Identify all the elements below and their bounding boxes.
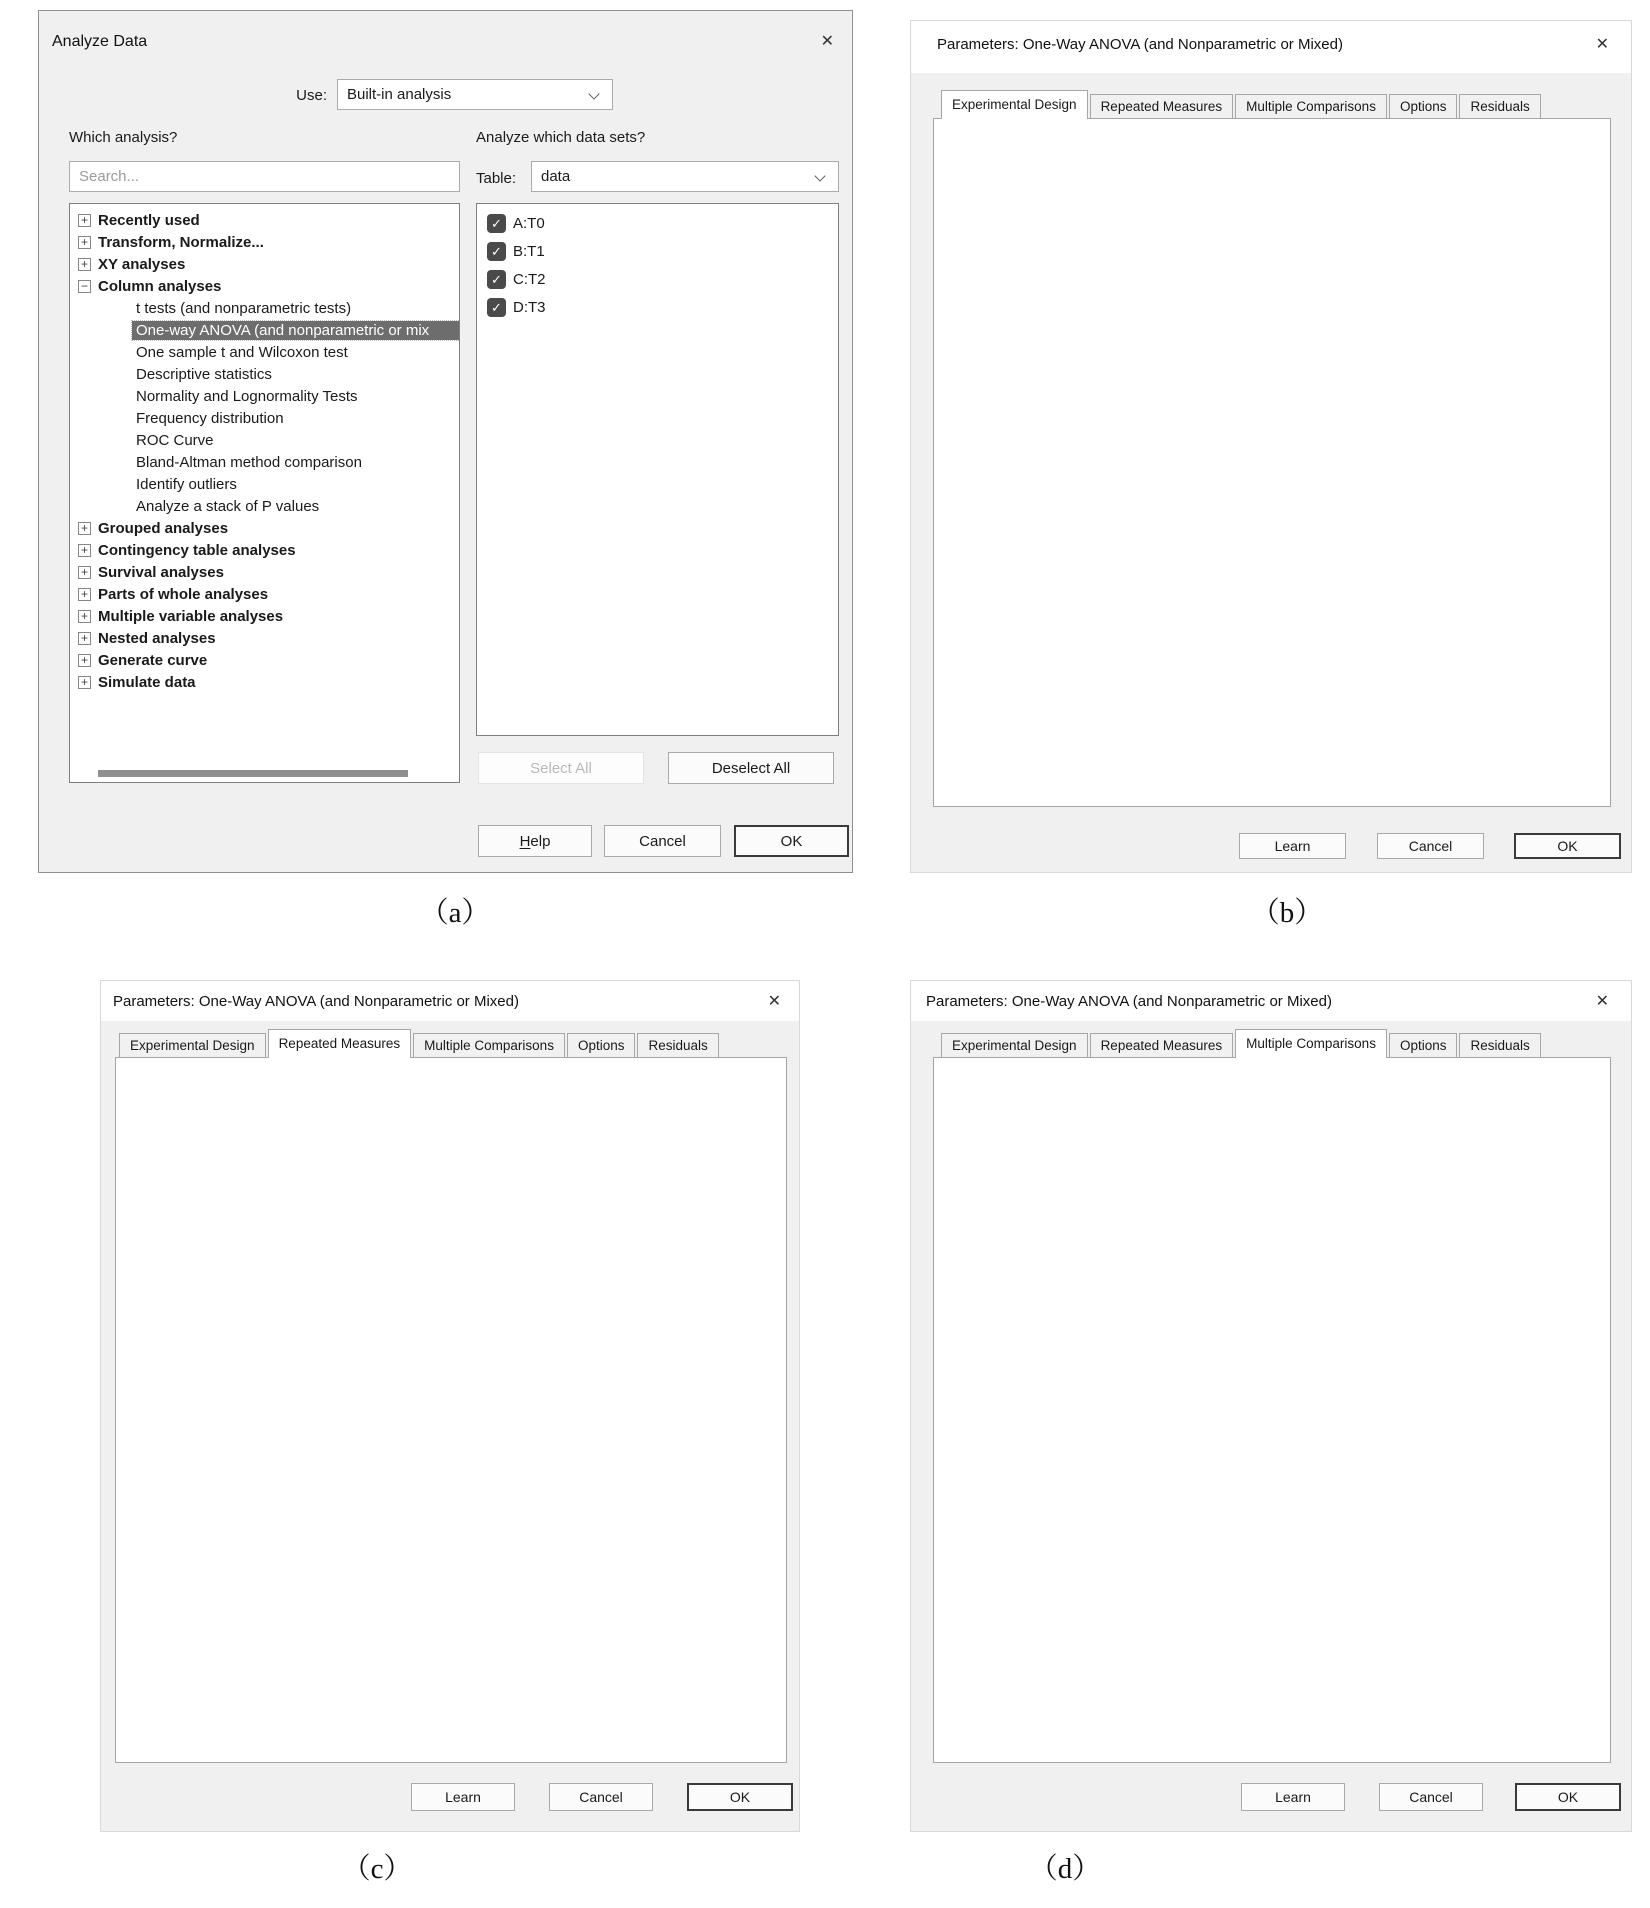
tab-repeated-measures[interactable]: Repeated Measures — [1090, 94, 1234, 119]
tree-item-selected[interactable] — [132, 321, 460, 340]
dataset-list — [476, 203, 839, 736]
tree-item[interactable] — [136, 388, 357, 405]
horizontal-scrollbar[interactable] — [98, 770, 408, 777]
tree-label: Generate curve — [98, 652, 208, 669]
tree-label: One sample t and Wilcoxon test — [136, 344, 348, 361]
ok-button[interactable]: OK — [1514, 833, 1621, 859]
tab-experimental-design[interactable]: Experimental Design — [119, 1033, 266, 1058]
use-dropdown[interactable] — [337, 79, 613, 110]
tree-group[interactable] — [78, 542, 296, 559]
tree-label: Contingency table analyses — [98, 542, 296, 559]
tab-page — [933, 118, 1611, 807]
learn-button[interactable]: Learn — [1241, 1783, 1345, 1811]
ok-button[interactable]: OK — [734, 825, 849, 857]
deselect-all-button[interactable]: Deselect All — [668, 752, 834, 784]
tab-strip — [941, 90, 1543, 119]
learn-button[interactable]: Learn — [411, 1783, 515, 1811]
tree-item[interactable] — [136, 300, 351, 317]
help-button[interactable]: H elp — [478, 825, 592, 857]
tree-item[interactable] — [136, 344, 348, 361]
tree-item[interactable] — [136, 410, 284, 427]
tree-group[interactable] — [78, 234, 264, 251]
tree-group[interactable] — [78, 652, 207, 669]
dialog-title: Parameters: One-Way ANOVA (and Nonparametric or Mixed) — [113, 993, 519, 1010]
tree-item[interactable] — [136, 432, 214, 449]
expand-icon[interactable]: + — [78, 676, 91, 689]
tree-group[interactable] — [78, 586, 268, 603]
search-input[interactable] — [69, 161, 460, 192]
ok-button[interactable]: OK — [1515, 1783, 1621, 1811]
dataset-label: D:T3 — [513, 299, 546, 316]
figure-caption-b: （b） — [1250, 897, 1324, 929]
tab-multiple-comparisons[interactable]: Multiple Comparisons — [1235, 94, 1387, 119]
tab-repeated-measures[interactable]: Repeated Measures — [268, 1029, 412, 1058]
dataset-item[interactable] — [487, 214, 545, 233]
tree-label: t tests (and nonparametric tests) — [136, 300, 352, 317]
dataset-label: C:T2 — [513, 271, 546, 288]
tab-multiple-comparisons[interactable]: Multiple Comparisons — [1235, 1029, 1387, 1058]
dataset-item[interactable] — [487, 298, 546, 317]
which-analysis-label: Which analysis? — [69, 129, 178, 146]
expand-icon[interactable]: + — [78, 654, 91, 667]
dialog-title: Parameters: One-Way ANOVA (and Nonparametric or Mixed) — [937, 36, 1343, 53]
checked-checkbox-icon[interactable]: ✓ — [487, 298, 506, 317]
checked-checkbox-icon[interactable]: ✓ — [487, 214, 506, 233]
tab-strip — [119, 1029, 721, 1058]
table-label: Table: — [476, 170, 517, 187]
tree-label: Normality and Lognormality Tests — [136, 388, 358, 405]
parameters-dialog-multiple-comparisons — [910, 980, 1632, 1832]
table-dropdown[interactable] — [531, 161, 839, 192]
analyze-data-dialog — [38, 10, 853, 873]
tree-item[interactable] — [136, 366, 272, 383]
tree-item[interactable] — [136, 454, 362, 471]
tree-group[interactable] — [78, 278, 221, 295]
cancel-button[interactable]: Cancel — [1379, 1783, 1483, 1811]
cancel-button[interactable]: Cancel — [549, 1783, 653, 1811]
select-all-button[interactable]: Select All — [478, 752, 644, 784]
tree-label: Analyze a stack of P values — [136, 498, 320, 515]
tab-experimental-design[interactable]: Experimental Design — [941, 1033, 1088, 1058]
tree-label: Survival analyses — [98, 564, 224, 581]
dataset-label: B:T1 — [513, 243, 545, 260]
checked-checkbox-icon[interactable]: ✓ — [487, 270, 506, 289]
expand-icon[interactable]: + — [78, 632, 91, 645]
tree-group[interactable] — [78, 630, 216, 647]
ok-button[interactable]: OK — [687, 1783, 793, 1811]
tree-label: ROC Curve — [136, 432, 214, 449]
expand-icon[interactable]: + — [78, 566, 91, 579]
expand-icon[interactable]: + — [78, 544, 91, 557]
expand-icon[interactable]: − — [78, 280, 91, 293]
tree-label: Grouped analyses — [98, 520, 229, 537]
expand-icon[interactable]: + — [78, 610, 91, 623]
tab-page — [933, 1057, 1611, 1763]
tree-label: Column analyses — [98, 278, 222, 295]
close-icon[interactable]: ✕ — [1595, 36, 1609, 53]
use-dropdown-value: Built-in analysis — [347, 86, 452, 103]
tab-multiple-comparisons[interactable]: Multiple Comparisons — [413, 1033, 565, 1058]
tree-label: Nested analyses — [98, 630, 216, 647]
parameters-dialog-repeated-measures — [100, 980, 800, 1832]
expand-icon[interactable]: + — [78, 214, 91, 227]
checked-checkbox-icon[interactable]: ✓ — [487, 242, 506, 261]
analyze-which-label: Analyze which data sets? — [476, 129, 646, 146]
tree-group[interactable] — [78, 212, 200, 229]
close-icon[interactable]: ✕ — [820, 33, 834, 50]
dataset-item[interactable] — [487, 242, 545, 261]
tree-label: Multiple variable analyses — [98, 608, 284, 625]
tree-item[interactable] — [136, 498, 319, 515]
learn-button[interactable]: Learn — [1239, 833, 1346, 859]
figure-caption-c: （c） — [341, 1853, 413, 1885]
expand-icon[interactable]: + — [78, 258, 91, 271]
tab-options[interactable]: Options — [1389, 94, 1458, 119]
tree-group[interactable] — [78, 608, 283, 625]
tab-repeated-measures[interactable]: Repeated Measures — [1090, 1033, 1234, 1058]
tree-label: One-way ANOVA (and nonparametric or mix — [136, 322, 430, 339]
tree-label: Transform, Normalize... — [98, 234, 264, 251]
tree-label: Parts of whole analyses — [98, 586, 269, 603]
tree-group[interactable] — [78, 520, 228, 537]
tree-group[interactable] — [78, 674, 196, 691]
use-label: Use: — [296, 87, 327, 104]
dataset-label: A:T0 — [513, 215, 545, 232]
tab-strip — [941, 1029, 1543, 1058]
dataset-item[interactable] — [487, 270, 546, 289]
tab-options[interactable]: Options — [567, 1033, 636, 1058]
table-dropdown-value: data — [541, 168, 571, 185]
chevron-down-icon — [814, 170, 825, 181]
tree-label: Simulate data — [98, 674, 196, 691]
tree-group[interactable] — [78, 564, 224, 581]
tree-group[interactable] — [78, 256, 185, 273]
cancel-button[interactable]: Cancel — [604, 825, 721, 857]
tree-item[interactable] — [136, 476, 237, 493]
parameters-dialog-experimental-design — [910, 20, 1632, 873]
tree-label: Bland-Altman method comparison — [136, 454, 362, 471]
tree-label: Frequency distribution — [136, 410, 284, 427]
close-icon[interactable]: ✕ — [1595, 993, 1609, 1010]
tab-residuals[interactable]: Residuals — [1459, 94, 1540, 119]
tab-page — [115, 1057, 787, 1763]
tab-experimental-design[interactable]: Experimental Design — [941, 90, 1088, 119]
expand-icon[interactable]: + — [78, 522, 91, 535]
dialog-title: Analyze Data — [52, 33, 148, 50]
cancel-button[interactable]: Cancel — [1377, 833, 1484, 859]
tree-label: Descriptive statistics — [136, 366, 272, 383]
tab-options[interactable]: Options — [1389, 1033, 1458, 1058]
expand-icon[interactable]: + — [78, 236, 91, 249]
close-icon[interactable]: ✕ — [767, 993, 781, 1010]
figure-caption-a: （a） — [419, 897, 491, 929]
expand-icon[interactable]: + — [78, 588, 91, 601]
tree-label: Recently used — [98, 212, 200, 229]
figure-caption-d: （d） — [1028, 1853, 1102, 1885]
chevron-down-icon — [588, 88, 599, 99]
tab-residuals[interactable]: Residuals — [1459, 1033, 1540, 1058]
dialog-title: Parameters: One-Way ANOVA (and Nonparametric or Mixed) — [926, 993, 1332, 1010]
analysis-tree — [69, 203, 460, 783]
tree-label: Identify outliers — [136, 476, 237, 493]
tab-residuals[interactable]: Residuals — [637, 1033, 718, 1058]
tree-label: XY analyses — [98, 256, 186, 273]
